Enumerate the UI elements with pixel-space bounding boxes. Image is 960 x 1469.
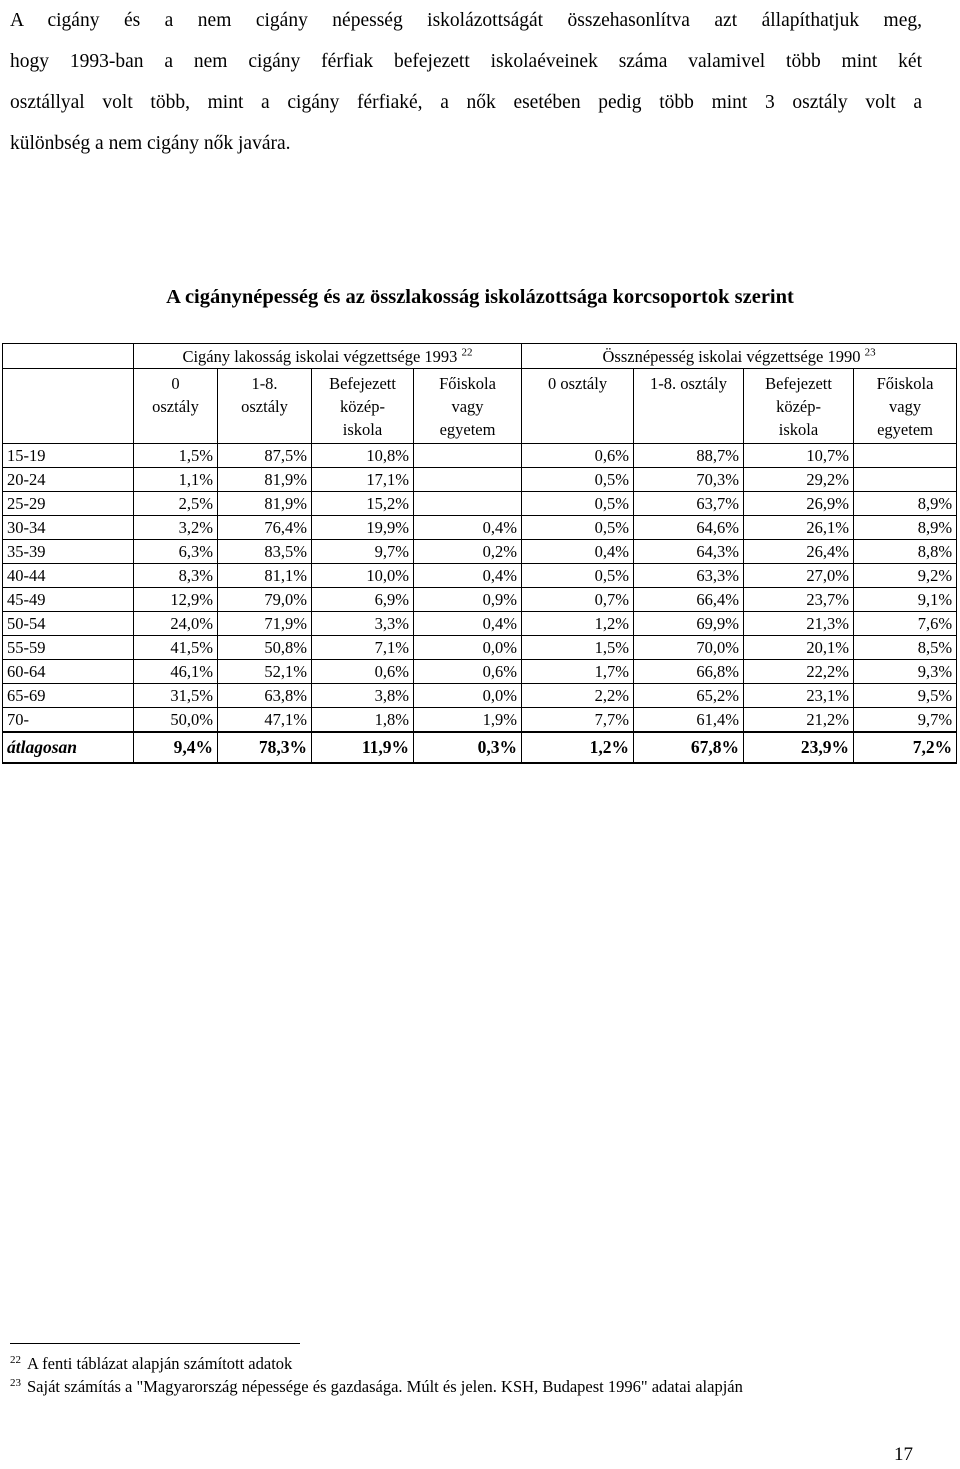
- table-row: [3, 612, 957, 636]
- value-cell: 29,2%: [744, 468, 854, 492]
- value-cell: [854, 468, 957, 492]
- value-cell: 0,7%: [522, 588, 634, 612]
- value-cell: 63,3%: [634, 564, 744, 588]
- value-cell: 1,1%: [134, 468, 218, 492]
- value-cell: 0,4%: [414, 564, 522, 588]
- value-cell: 24,0%: [134, 612, 218, 636]
- value-cell: 3,8%: [312, 684, 414, 708]
- intro-line: hogy 1993-ban a nem cigány férfiak befejezett iskolaéveinek száma valamivel több mint két: [10, 51, 922, 72]
- value-cell: 65,2%: [634, 684, 744, 708]
- column-header-text: 0: [171, 374, 180, 393]
- value-cell: 64,6%: [634, 516, 744, 540]
- value-cell: 17,1%: [312, 468, 414, 492]
- value-cell: 26,1%: [744, 516, 854, 540]
- value-cell: 1,8%: [312, 708, 414, 733]
- value-cell: 50,8%: [218, 636, 312, 660]
- value-cell: 2,2%: [522, 684, 634, 708]
- value-cell: 9,7%: [312, 540, 414, 564]
- value-cell: 0,5%: [522, 468, 634, 492]
- value-cell: 0,5%: [522, 516, 634, 540]
- column-header-text: egyetem: [877, 420, 933, 439]
- value-cell: 15,2%: [312, 492, 414, 516]
- column-header-cell: [312, 369, 414, 444]
- value-cell: 0,4%: [414, 516, 522, 540]
- column-header-text: Befejezett: [329, 374, 396, 393]
- intro-line: A cigány és a nem cigány népesség iskolázottságát összehasonlítva azt állapíthatjuk meg,: [10, 10, 922, 31]
- footnote-text: A fenti táblázat alapján számított adatok: [27, 1354, 293, 1373]
- column-header-cell: [522, 369, 634, 444]
- age-group-cell: 30-34: [3, 516, 134, 540]
- value-cell: 8,9%: [854, 492, 957, 516]
- table-row: [3, 684, 957, 708]
- value-cell: 26,9%: [744, 492, 854, 516]
- age-group-cell: 25-29: [3, 492, 134, 516]
- table-row: [3, 588, 957, 612]
- value-cell: 0,4%: [522, 540, 634, 564]
- column-header-text: vagy: [889, 397, 922, 416]
- intro-line: különbség a nem cigány nők javára.: [10, 133, 291, 154]
- column-header-row: [3, 369, 957, 444]
- column-header-text: Főiskola: [876, 374, 934, 393]
- column-header-cell: [744, 369, 854, 444]
- value-cell: 1,5%: [134, 444, 218, 468]
- value-cell: 0,2%: [414, 540, 522, 564]
- footnotes: [10, 1352, 950, 1398]
- column-header-text: közép-: [776, 397, 821, 416]
- value-cell: 9,7%: [854, 708, 957, 733]
- group-header-roma: [134, 344, 522, 369]
- age-group-cell: 40-44: [3, 564, 134, 588]
- value-cell: 23,1%: [744, 684, 854, 708]
- value-cell: 87,5%: [218, 444, 312, 468]
- column-header-text: iskola: [778, 420, 819, 439]
- age-group-cell: 20-24: [3, 468, 134, 492]
- value-cell: 78,3%: [218, 732, 312, 763]
- value-cell: 41,5%: [134, 636, 218, 660]
- footnote-ref: 23: [864, 346, 876, 358]
- value-cell: 8,9%: [854, 516, 957, 540]
- corner-cell: [3, 344, 134, 369]
- value-cell: 69,9%: [634, 612, 744, 636]
- group-header-label: Cigány lakosság iskolai végzettsége 1993: [182, 346, 458, 366]
- value-cell: 21,3%: [744, 612, 854, 636]
- value-cell: 12,9%: [134, 588, 218, 612]
- value-cell: 3,2%: [134, 516, 218, 540]
- column-header-text: egyetem: [439, 420, 496, 439]
- value-cell: 1,9%: [414, 708, 522, 733]
- table-row: [3, 540, 957, 564]
- footnote-number: 22: [10, 1353, 21, 1366]
- value-cell: 50,0%: [134, 708, 218, 733]
- value-cell: 81,1%: [218, 564, 312, 588]
- value-cell: 0,3%: [414, 732, 522, 763]
- age-group-cell: 15-19: [3, 444, 134, 468]
- value-cell: [414, 492, 522, 516]
- value-cell: 66,4%: [634, 588, 744, 612]
- age-group-cell: 35-39: [3, 540, 134, 564]
- column-header-text: közép-: [340, 397, 385, 416]
- footnote: [10, 1352, 950, 1375]
- value-cell: 7,2%: [854, 732, 957, 763]
- value-cell: 10,0%: [312, 564, 414, 588]
- value-cell: 9,2%: [854, 564, 957, 588]
- value-cell: 63,8%: [218, 684, 312, 708]
- age-header-cell: [3, 369, 134, 444]
- average-row: [3, 732, 957, 763]
- value-cell: 0,5%: [522, 492, 634, 516]
- value-cell: [414, 468, 522, 492]
- intro-paragraph: [10, 0, 922, 164]
- value-cell: 0,6%: [414, 660, 522, 684]
- value-cell: 6,9%: [312, 588, 414, 612]
- age-group-cell: 65-69: [3, 684, 134, 708]
- footnote: [10, 1375, 950, 1398]
- education-table: [2, 343, 957, 764]
- age-group-cell: 55-59: [3, 636, 134, 660]
- value-cell: 7,6%: [854, 612, 957, 636]
- value-cell: 31,5%: [134, 684, 218, 708]
- value-cell: 0,9%: [414, 588, 522, 612]
- value-cell: 0,6%: [522, 444, 634, 468]
- age-group-cell: 45-49: [3, 588, 134, 612]
- value-cell: 88,7%: [634, 444, 744, 468]
- value-cell: 46,1%: [134, 660, 218, 684]
- value-cell: 83,5%: [218, 540, 312, 564]
- table-row: [3, 516, 957, 540]
- value-cell: 6,3%: [134, 540, 218, 564]
- value-cell: 9,1%: [854, 588, 957, 612]
- value-cell: 71,9%: [218, 612, 312, 636]
- value-cell: 3,3%: [312, 612, 414, 636]
- value-cell: 0,0%: [414, 636, 522, 660]
- value-cell: 52,1%: [218, 660, 312, 684]
- value-cell: 1,2%: [522, 612, 634, 636]
- value-cell: 70,0%: [634, 636, 744, 660]
- column-header-text: 1-8.: [251, 374, 278, 393]
- table-row: [3, 660, 957, 684]
- footnote-text: Saját számítás a "Magyarország népessége és gazdasága. Múlt és jelen. KSH, Budapest 1996" adatai alapján: [27, 1377, 743, 1396]
- value-cell: 8,8%: [854, 540, 957, 564]
- table-row: [3, 636, 957, 660]
- value-cell: 47,1%: [218, 708, 312, 733]
- column-header-text: Befejezett: [765, 374, 832, 393]
- column-header-cell: [134, 369, 218, 444]
- column-header-cell: [218, 369, 312, 444]
- column-header-cell: [634, 369, 744, 444]
- value-cell: 8,3%: [134, 564, 218, 588]
- footnote-number: 23: [10, 1376, 21, 1389]
- page-number: 17: [894, 1444, 913, 1465]
- value-cell: 1,5%: [522, 636, 634, 660]
- value-cell: 0,0%: [414, 684, 522, 708]
- value-cell: 61,4%: [634, 708, 744, 733]
- group-header-total: [522, 344, 957, 369]
- value-cell: 9,4%: [134, 732, 218, 763]
- value-cell: 70,3%: [634, 468, 744, 492]
- value-cell: 8,5%: [854, 636, 957, 660]
- value-cell: 81,9%: [218, 468, 312, 492]
- value-cell: 0,6%: [312, 660, 414, 684]
- value-cell: 10,7%: [744, 444, 854, 468]
- column-header-text: osztály: [241, 397, 288, 416]
- value-cell: 2,5%: [134, 492, 218, 516]
- table-row: [3, 564, 957, 588]
- group-header-row: [3, 344, 957, 369]
- table-row: [3, 468, 957, 492]
- value-cell: 79,0%: [218, 588, 312, 612]
- column-header-text: Főiskola: [439, 374, 496, 393]
- age-group-cell: 60-64: [3, 660, 134, 684]
- value-cell: [414, 444, 522, 468]
- footnote-separator: [10, 1343, 300, 1344]
- footnote-ref: 22: [461, 346, 473, 358]
- table-title: A cigánynépesség és az összlakosság iskolázottsága korcsoportok szerint: [166, 286, 794, 308]
- value-cell: 20,1%: [744, 636, 854, 660]
- value-cell: 27,0%: [744, 564, 854, 588]
- value-cell: 21,2%: [744, 708, 854, 733]
- value-cell: 67,8%: [634, 732, 744, 763]
- value-cell: 7,1%: [312, 636, 414, 660]
- value-cell: 7,7%: [522, 708, 634, 733]
- age-group-cell: 70-: [3, 708, 134, 733]
- table-row: [3, 492, 957, 516]
- age-group-cell: átlagosan: [3, 732, 134, 763]
- column-header-text: iskola: [342, 420, 383, 439]
- value-cell: 1,7%: [522, 660, 634, 684]
- value-cell: 63,7%: [634, 492, 744, 516]
- value-cell: 0,4%: [414, 612, 522, 636]
- value-cell: 0,5%: [522, 564, 634, 588]
- value-cell: 64,3%: [634, 540, 744, 564]
- age-group-cell: 50-54: [3, 612, 134, 636]
- value-cell: 76,4%: [218, 516, 312, 540]
- value-cell: 66,8%: [634, 660, 744, 684]
- table-row: [3, 708, 957, 733]
- value-cell: 9,5%: [854, 684, 957, 708]
- value-cell: 9,3%: [854, 660, 957, 684]
- column-header-text: osztály: [152, 397, 199, 416]
- value-cell: 11,9%: [312, 732, 414, 763]
- value-cell: [854, 444, 957, 468]
- value-cell: 23,9%: [744, 732, 854, 763]
- table-row: [3, 444, 957, 468]
- value-cell: 23,7%: [744, 588, 854, 612]
- column-header-cell: [414, 369, 522, 444]
- group-header-label: Össznépesség iskolai végzettsége 1990: [602, 346, 861, 366]
- value-cell: 19,9%: [312, 516, 414, 540]
- column-header-text: 0 osztály: [547, 374, 608, 393]
- value-cell: 10,8%: [312, 444, 414, 468]
- value-cell: 1,2%: [522, 732, 634, 763]
- intro-line: osztállyal volt több, mint a cigány férfiaké, a nők esetében pedig több mint 3 osztály volt a: [10, 92, 922, 113]
- value-cell: 26,4%: [744, 540, 854, 564]
- value-cell: 81,9%: [218, 492, 312, 516]
- value-cell: 22,2%: [744, 660, 854, 684]
- column-header-text: 1-8. osztály: [650, 374, 727, 393]
- column-header-cell: [854, 369, 957, 444]
- column-header-text: vagy: [451, 397, 484, 416]
